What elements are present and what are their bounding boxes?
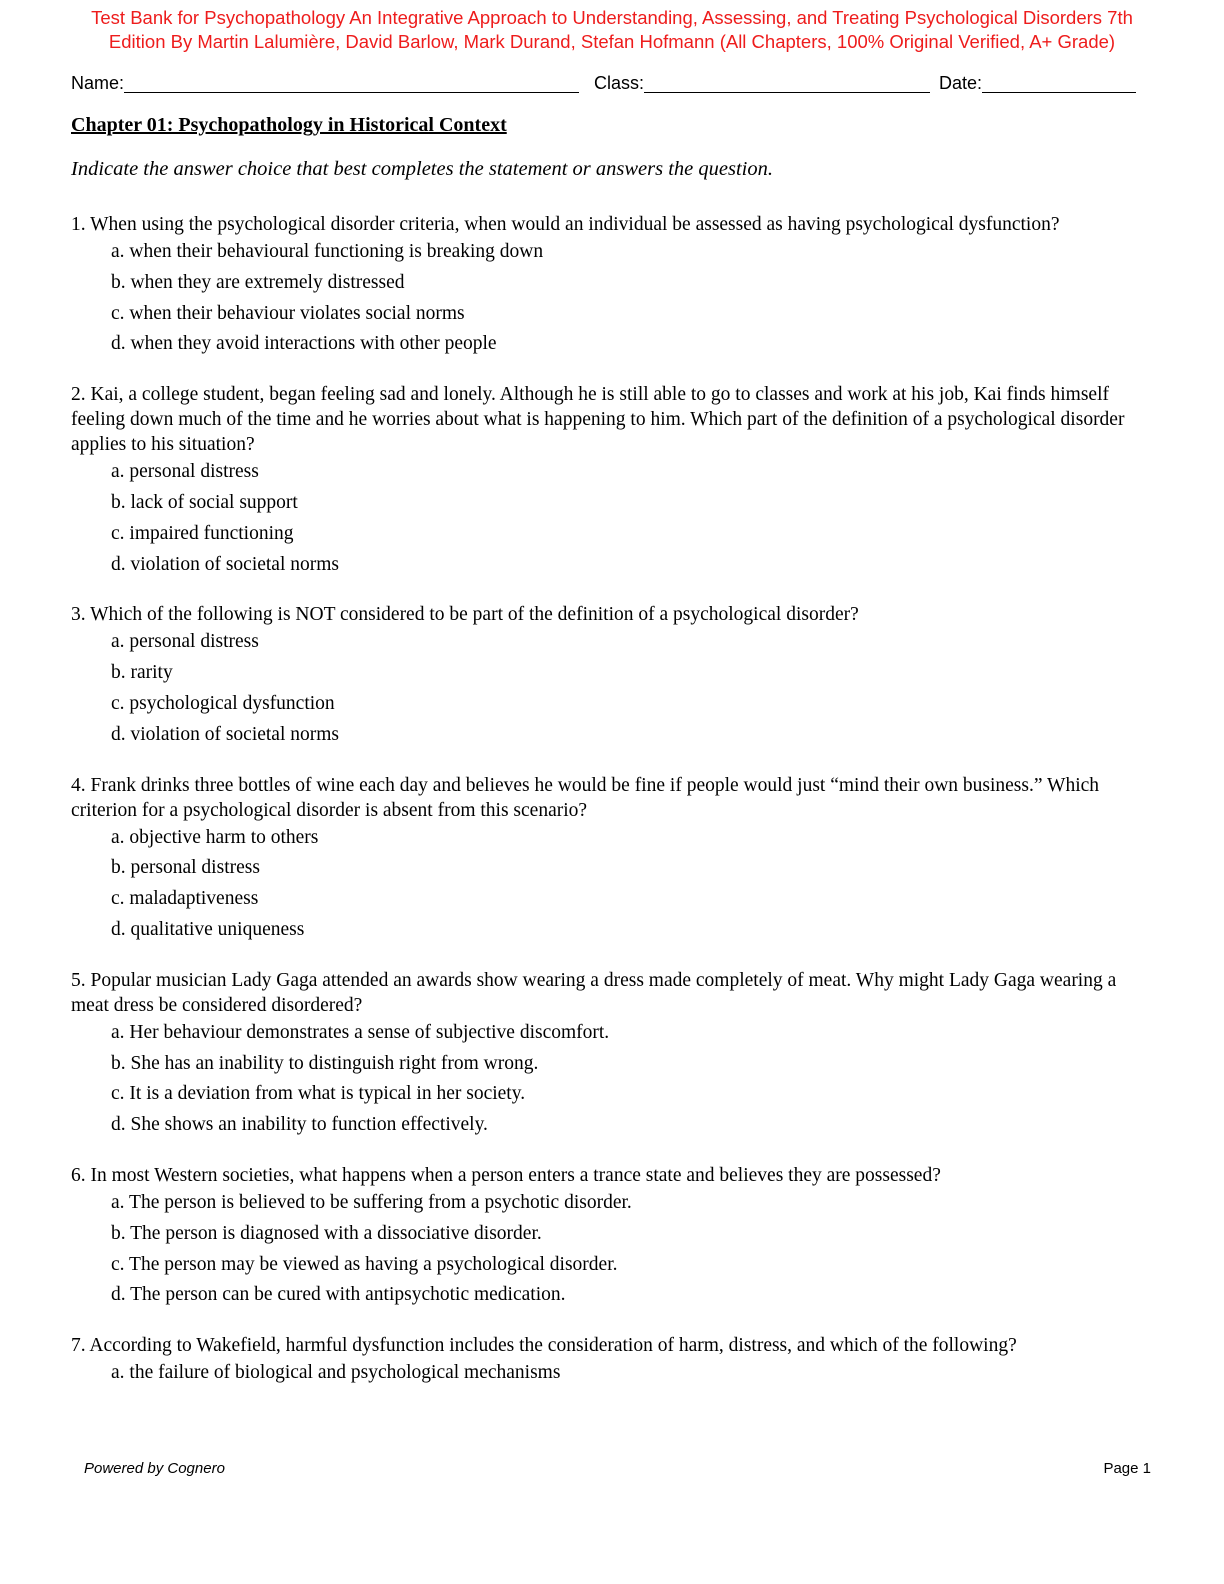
question-2 — [71, 382, 1146, 580]
answer-option: d. when they avoid interactions with other people — [111, 333, 497, 355]
answer-option: a. the failure of biological and psychological mechanisms — [111, 1362, 561, 1384]
question-6 — [71, 1163, 1146, 1311]
answer-option: d. qualitative uniqueness — [111, 918, 305, 940]
header-fields — [71, 72, 1143, 98]
title-banner — [40, 6, 1184, 54]
question-3 — [71, 602, 1146, 750]
question-stem: 4. Frank drinks three bottles of wine each day and believes he would be fine if people would just “mind their own business.” Which criterion for a psychological disorder is absent from this scenario? — [71, 774, 1100, 821]
question-stem: 7. According to Wakefield, harmful dysfunction includes the consideration of harm, distress, and which of the following? — [71, 1335, 1017, 1357]
answer-option: a. personal distress — [111, 631, 259, 653]
answer-option: a. objective harm to others — [111, 826, 319, 848]
answer-option: c. impaired functioning — [111, 522, 294, 544]
answer-option: a. The person is believed to be suffering from a psychotic disorder. — [111, 1191, 632, 1213]
question-stem: 5. Popular musician Lady Gaga attended an awards show wearing a dress made completely of meat. Why might Lady Gaga wearing a meat dress be considered disordered? — [71, 969, 1117, 1016]
powered-by-footer: Powered by Cognero — [84, 1460, 225, 1477]
answer-option: a. personal distress — [111, 461, 259, 483]
name-field — [71, 72, 579, 94]
answer-option: c. The person may be viewed as having a psychological disorder. — [111, 1253, 618, 1275]
answer-option: b. The person is diagnosed with a dissociative disorder. — [111, 1222, 542, 1244]
question-1 — [71, 212, 1146, 360]
question-stem: 2. Kai, a college student, began feeling sad and lonely. Although he is still able to go to classes and work at his job, Kai finds himself feeling down much of the time and he worries about what is happening to him. Which part of the definition of a psychological disorder applies to his situation? — [71, 384, 1125, 456]
instructions: Indicate the answer choice that best completes the statement or answers the question. — [71, 158, 773, 180]
question-7 — [71, 1333, 1146, 1389]
question-list — [71, 212, 1146, 1411]
question-5 — [71, 968, 1146, 1141]
answer-option: b. personal distress — [111, 857, 260, 879]
answer-option: c. when their behaviour violates social norms — [111, 302, 465, 324]
class-field — [594, 72, 930, 94]
chapter-title: Chapter 01: Psychopathology in Historical Context — [71, 114, 507, 136]
question-stem: 3. Which of the following is NOT considered to be part of the definition of a psychological disorder? — [71, 604, 859, 626]
question-stem: 6. In most Western societies, what happens when a person enters a trance state and believes they are possessed? — [71, 1164, 941, 1186]
answer-option: b. She has an inability to distinguish right from wrong. — [111, 1052, 539, 1074]
banner-line-2: Edition By Martin Lalumière, David Barlow, Mark Durand, Stefan Hofmann (All Chapters, 100% Original Verified, A+ Grade) — [108, 31, 1116, 52]
name-line — [124, 72, 579, 93]
answer-option: b. rarity — [111, 662, 173, 684]
answer-option: d. violation of societal norms — [111, 553, 340, 575]
answer-option: a. Her behaviour demonstrates a sense of subjective discomfort. — [111, 1021, 610, 1043]
class-line — [644, 72, 930, 93]
question-stem: 1. When using the psychological disorder criteria, when would an individual be assessed as having psychological dysfunction? — [71, 214, 1060, 235]
class-label: Class: — [594, 73, 645, 93]
date-field — [939, 72, 1136, 94]
answer-option: a. when their behavioural functioning is breaking down — [111, 241, 544, 262]
answer-option: c. maladaptiveness — [111, 888, 259, 910]
answer-option: d. She shows an inability to function effectively. — [111, 1114, 488, 1136]
question-4 — [71, 773, 1146, 946]
date-line — [982, 72, 1136, 93]
date-label: Date: — [939, 73, 983, 93]
page-number: Page 1 — [1103, 1460, 1151, 1477]
banner-line-1: Test Bank for Psychopathology An Integrative Approach to Understanding, Assessing, and Treating Psychological Disorders 7th — [91, 7, 1133, 28]
answer-option: b. lack of social support — [111, 491, 298, 513]
answer-option: d. The person can be cured with antipsychotic medication. — [111, 1284, 566, 1306]
answer-option: c. psychological dysfunction — [111, 692, 335, 714]
name-label: Name: — [71, 73, 125, 93]
answer-option: b. when they are extremely distressed — [111, 271, 405, 293]
answer-option: c. It is a deviation from what is typical in her society. — [111, 1083, 526, 1105]
answer-option: d. violation of societal norms — [111, 723, 340, 745]
